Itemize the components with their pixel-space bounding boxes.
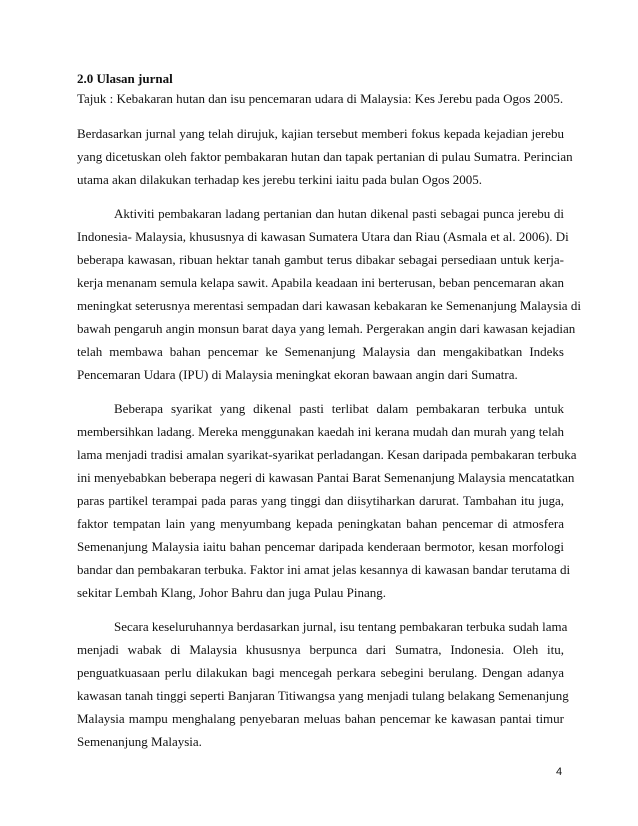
section-heading: 2.0 Ulasan jurnal [77,71,173,86]
paragraph-line: Malaysia mampu menghalang penyebaran meluas bahan pencemar ke kawasan pantai timur [77,711,564,726]
paragraph-line: bawah pengaruh angin monsun barat daya yang lemah. Pergerakan angin dari kawasan kejadian [77,321,576,336]
paragraph-line: Secara keseluruhannya berdasarkan jurnal, isu tentang pembakaran terbuka sudah lama [114,619,568,634]
paragraph-line: kawasan tanah tinggi seperti Banjaran Titiwangsa yang menjadi tulang belakang Semenanjung [77,688,569,703]
paragraph-line: Semenanjung Malaysia iaitu bahan pencemar daripada kenderaan bermotor, kesan morfologi [77,539,564,554]
paragraph-line: yang dicetuskan oleh faktor pembakaran hutan dan tapak pertanian di pulau Sumatra. Perincian [77,149,573,164]
paragraph-line: menjadi wabak di Malaysia khususnya berpunca dari Sumatra, Indonesia. Oleh itu, [77,642,564,657]
paragraph-line: sekitar Lembah Klang, Johor Bahru dan juga Pulau Pinang. [77,585,387,600]
paragraph-line: Berdasarkan jurnal yang telah dirujuk, kajian tersebut memberi fokus kepada kejadian jerebu [77,126,564,141]
paragraph-line: Pencemaran Udara (IPU) di Malaysia meningkat ekoran bawaan angin dari Sumatra. [77,367,518,382]
paragraph-line: Aktiviti pembakaran ladang pertanian dan hutan dikenal pasti sebagai punca jerebu di [114,206,564,221]
paragraph-line: bandar dan pembakaran terbuka. Faktor ini amat jelas kesannya di kawasan bandar terutama di [77,562,571,577]
article-title: Tajuk : Kebakaran hutan dan isu pencemaran udara di Malaysia: Kes Jerebu pada Ogos 2005. [77,91,564,106]
paragraph-line: utama akan dilakukan terhadap kes jerebu terkini iaitu pada bulan Ogos 2005. [77,172,483,187]
paragraph-line: paras partikel terampai pada paras yang tinggi dan diisytiharkan darurat. Tambahan itu juga, [77,493,564,508]
paragraph-line: meningkat seterusnya merentasi sempadan dari kawasan kebakaran ke Semenanjung Malaysia di [77,298,581,313]
paragraph-line: faktor tempatan lain yang menyumbang kepada peningkatan bahan pencemar di atmosfera [77,516,564,531]
paragraph-line: Semenanjung Malaysia. [77,734,202,749]
paragraph-line: beberapa kawasan, ribuan hektar tanah gambut terus dibakar sebagai persediaan untuk kerja- [77,252,564,267]
paragraph-line: membersihkan ladang. Mereka menggunakan kaedah ini kerana mudah dan murah yang telah [77,424,564,439]
paragraph-line: telah membawa bahan pencemar ke Semenanjung Malaysia dan mengakibatkan Indeks [77,344,564,359]
paragraph-line: penguatkuasaan perlu dilakukan bagi mencegah perkara sebegini berulang. Dengan adanya [77,665,564,680]
page-number: 4 [556,766,563,778]
paragraph-line: ini menyebabkan beberapa negeri di kawasan Pantai Barat Semenanjung Malaysia mencatatkan [77,470,575,485]
paragraph-line: lama menjadi tradisi amalan syarikat-syarikat perladangan. Kesan daripada pembakaran terbuka [77,447,577,462]
paragraph-line: Indonesia- Malaysia, khususnya di kawasan Sumatera Utara dan Riau (Asmala et al. 2006). Di [77,229,569,244]
paragraph-line: Beberapa syarikat yang dikenal pasti terlibat dalam pembakaran terbuka untuk [114,401,564,416]
paragraph-line: kerja menanam semula kelapa sawit. Apabila keadaan ini berterusan, beban pencemaran akan [77,275,564,290]
